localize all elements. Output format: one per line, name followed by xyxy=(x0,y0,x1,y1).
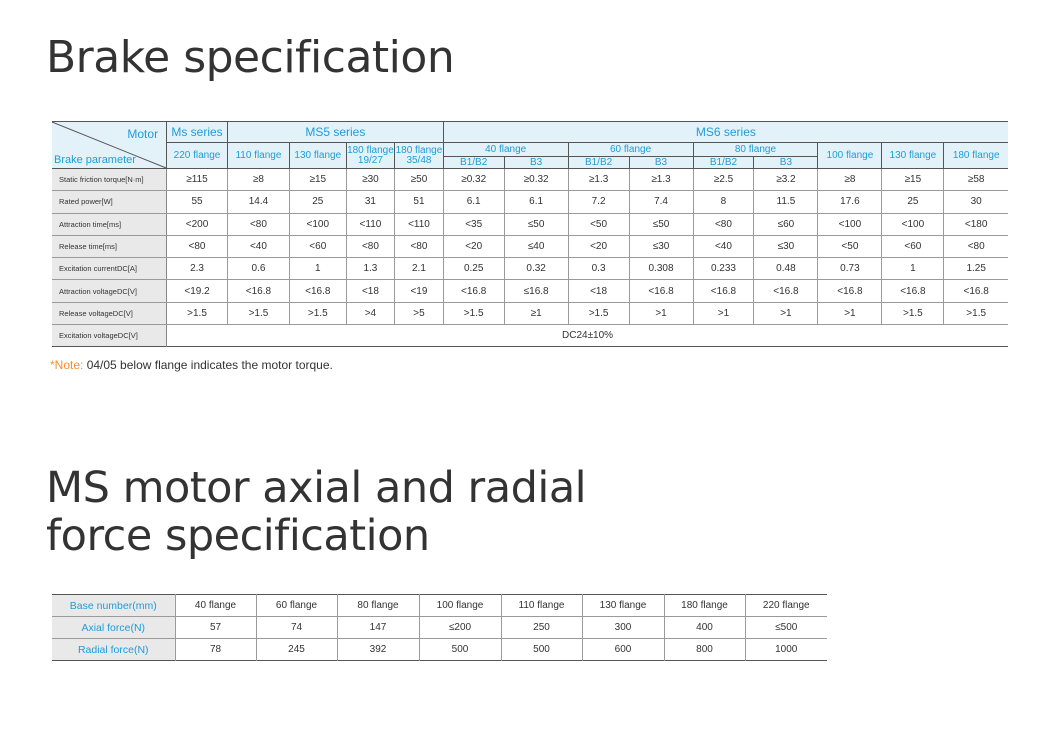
table-cell: 0.233 xyxy=(693,258,754,280)
row-label: Release time[ms] xyxy=(52,235,167,257)
table-row xyxy=(52,302,1008,324)
table-cell: 1.25 xyxy=(944,258,1008,280)
flange-header: 100 flange xyxy=(818,143,882,169)
flange-header: 180 flange 35/48 xyxy=(395,143,444,169)
sub-header: B1/B2 xyxy=(568,157,629,169)
table-row xyxy=(52,258,1008,280)
force-spec-table xyxy=(52,594,827,661)
table-cell: <16.8 xyxy=(754,280,818,302)
table-corner-header xyxy=(52,122,167,169)
table-cell: >1.5 xyxy=(568,302,629,324)
table-cell: <19.2 xyxy=(167,280,228,302)
table-cell: 0.6 xyxy=(227,258,289,280)
row-label: Base number(mm) xyxy=(52,595,175,617)
table-row xyxy=(52,191,1008,213)
table-cell: ≤500 xyxy=(745,617,827,639)
table-cell: <100 xyxy=(818,213,882,235)
table-cell: ≥58 xyxy=(944,169,1008,191)
table-cell: <50 xyxy=(818,235,882,257)
table-cell: ≥30 xyxy=(346,169,395,191)
table-row xyxy=(52,169,1008,191)
table-cell: 0.25 xyxy=(443,258,504,280)
table-cell: 0.3 xyxy=(568,258,629,280)
table-cell: ≥50 xyxy=(395,169,444,191)
table-cell: ≤30 xyxy=(754,235,818,257)
table-cell: 8 xyxy=(693,191,754,213)
note-text: 04/05 below flange indicates the motor torque. xyxy=(83,358,333,372)
table-cell: ≥2.5 xyxy=(693,169,754,191)
table-cell: 180 flange xyxy=(664,595,745,617)
table-cell: ≤30 xyxy=(629,235,693,257)
table-cell: 300 xyxy=(582,617,664,639)
row-label: Radial force(N) xyxy=(52,639,175,661)
table-cell: 57 xyxy=(175,617,256,639)
sub-header: B1/B2 xyxy=(693,157,754,169)
flange-header: 130 flange xyxy=(289,143,346,169)
table-cell: 400 xyxy=(664,617,745,639)
table-cell: <40 xyxy=(693,235,754,257)
table-cell: <110 xyxy=(395,213,444,235)
table-cell: 6.1 xyxy=(443,191,504,213)
table-cell: <110 xyxy=(346,213,395,235)
table-cell: 17.6 xyxy=(818,191,882,213)
table-cell: >1.5 xyxy=(227,302,289,324)
table-cell: >4 xyxy=(346,302,395,324)
table-cell: ≥15 xyxy=(289,169,346,191)
table-cell: 130 flange xyxy=(582,595,664,617)
flange-header: 60 flange xyxy=(568,143,693,157)
table-cell: >1 xyxy=(818,302,882,324)
table-cell: 0.308 xyxy=(629,258,693,280)
table-cell: <180 xyxy=(944,213,1008,235)
table-cell: <40 xyxy=(227,235,289,257)
section-title-line2: force specification xyxy=(46,511,430,561)
table-cell: 40 flange xyxy=(175,595,256,617)
table-cell: ≥0.32 xyxy=(443,169,504,191)
sub-header: B1/B2 xyxy=(443,157,504,169)
row-label: Excitation voltageDC[V] xyxy=(52,325,167,347)
table-cell: >1 xyxy=(693,302,754,324)
table-cell: ≥115 xyxy=(167,169,228,191)
row-label: Attraction time[ms] xyxy=(52,213,167,235)
table-cell: 11.5 xyxy=(754,191,818,213)
table-cell: 0.73 xyxy=(818,258,882,280)
table-cell: 55 xyxy=(167,191,228,213)
table-cell: 220 flange xyxy=(745,595,827,617)
section-title xyxy=(46,464,586,560)
table-cell: >1 xyxy=(754,302,818,324)
table-cell: ≥0.32 xyxy=(504,169,568,191)
table-cell: <16.8 xyxy=(289,280,346,302)
table-cell: 110 flange xyxy=(501,595,582,617)
table-cell: <16.8 xyxy=(227,280,289,302)
table-cell: 147 xyxy=(337,617,419,639)
table-cell: >1.5 xyxy=(944,302,1008,324)
table-cell: <20 xyxy=(568,235,629,257)
table-cell: 74 xyxy=(256,617,337,639)
table-cell: >1 xyxy=(629,302,693,324)
table-cell: <60 xyxy=(289,235,346,257)
table-cell: <80 xyxy=(167,235,228,257)
group-ms6-series: MS6 series xyxy=(443,122,1008,143)
table-cell: ≥1.3 xyxy=(568,169,629,191)
table-row xyxy=(52,595,827,617)
table-cell: <16.8 xyxy=(944,280,1008,302)
group-ms-series: Ms series xyxy=(167,122,228,143)
flange-header: 80 flange xyxy=(693,143,818,157)
table-cell: <100 xyxy=(289,213,346,235)
table-cell: <200 xyxy=(167,213,228,235)
flange-header: 180 flange 19/27 xyxy=(346,143,395,169)
table-row xyxy=(52,213,1008,235)
table-cell: <16.8 xyxy=(629,280,693,302)
sub-header: B3 xyxy=(504,157,568,169)
header-motor: Motor xyxy=(127,127,159,141)
brake-spec-table xyxy=(52,121,1008,347)
table-cell: <16.8 xyxy=(818,280,882,302)
table-cell: <16.8 xyxy=(693,280,754,302)
footnote xyxy=(50,358,333,372)
table-cell: 500 xyxy=(501,639,582,661)
page-title: Brake specification xyxy=(46,32,455,83)
table-cell: 6.1 xyxy=(504,191,568,213)
table-cell: 1 xyxy=(882,258,944,280)
table-cell: ≥8 xyxy=(818,169,882,191)
table-row xyxy=(52,280,1008,302)
table-cell: 2.3 xyxy=(167,258,228,280)
flange-header: 130 flange xyxy=(882,143,944,169)
sub-header: B3 xyxy=(754,157,818,169)
table-cell: 1.3 xyxy=(346,258,395,280)
row-label: Axial force(N) xyxy=(52,617,175,639)
table-cell: <35 xyxy=(443,213,504,235)
table-cell: ≤50 xyxy=(629,213,693,235)
table-cell: <18 xyxy=(346,280,395,302)
table-cell: >1.5 xyxy=(882,302,944,324)
table-cell: >1.5 xyxy=(443,302,504,324)
table-cell: ≤200 xyxy=(419,617,501,639)
table-cell: <20 xyxy=(443,235,504,257)
table-cell: 7.2 xyxy=(568,191,629,213)
flange-header: 180 flange xyxy=(944,143,1008,169)
row-label: Static friction torque[N·m] xyxy=(52,169,167,191)
table-cell: 392 xyxy=(337,639,419,661)
table-cell: 25 xyxy=(289,191,346,213)
table-row xyxy=(52,617,827,639)
table-cell: ≥15 xyxy=(882,169,944,191)
table-cell: >1.5 xyxy=(289,302,346,324)
table-cell: 1 xyxy=(289,258,346,280)
table-cell: ≤50 xyxy=(504,213,568,235)
table-cell: 245 xyxy=(256,639,337,661)
row-label: Attraction voltageDC[V] xyxy=(52,280,167,302)
table-cell: <80 xyxy=(944,235,1008,257)
flange-header: 220 flange xyxy=(167,143,228,169)
table-cell: 500 xyxy=(419,639,501,661)
table-cell: 0.48 xyxy=(754,258,818,280)
table-row xyxy=(52,639,827,661)
table-cell: ≤40 xyxy=(504,235,568,257)
table-cell: 7.4 xyxy=(629,191,693,213)
table-cell: 14.4 xyxy=(227,191,289,213)
table-cell: <80 xyxy=(227,213,289,235)
table-cell: ≥8 xyxy=(227,169,289,191)
table-cell: 78 xyxy=(175,639,256,661)
flange-header: 110 flange xyxy=(227,143,289,169)
header-brake-parameter: Brake parameter xyxy=(54,154,136,166)
table-cell: <60 xyxy=(882,235,944,257)
table-cell: 250 xyxy=(501,617,582,639)
section-title-line1: MS motor axial and radial xyxy=(46,463,587,513)
table-cell: 51 xyxy=(395,191,444,213)
table-cell: 0.32 xyxy=(504,258,568,280)
table-cell: 60 flange xyxy=(256,595,337,617)
table-cell: ≥1 xyxy=(504,302,568,324)
table-cell: 31 xyxy=(346,191,395,213)
table-row xyxy=(52,235,1008,257)
group-ms5-series: MS5 series xyxy=(227,122,443,143)
row-label: Excitation currentDC[A] xyxy=(52,258,167,280)
flange-header: 40 flange xyxy=(443,143,568,157)
table-cell: ≥3.2 xyxy=(754,169,818,191)
table-cell: >5 xyxy=(395,302,444,324)
merged-cell: DC24±10% xyxy=(167,325,1008,347)
table-row xyxy=(52,325,1008,347)
row-label: Release voltageDC[V] xyxy=(52,302,167,324)
table-cell: ≥1.3 xyxy=(629,169,693,191)
table-cell: <19 xyxy=(395,280,444,302)
table-cell: 30 xyxy=(944,191,1008,213)
table-cell: 80 flange xyxy=(337,595,419,617)
table-cell: 1000 xyxy=(745,639,827,661)
table-cell: 600 xyxy=(582,639,664,661)
table-cell: 100 flange xyxy=(419,595,501,617)
table-cell: <50 xyxy=(568,213,629,235)
table-cell: <80 xyxy=(395,235,444,257)
table-cell: ≤60 xyxy=(754,213,818,235)
table-cell: <16.8 xyxy=(882,280,944,302)
table-cell: >1.5 xyxy=(167,302,228,324)
table-cell: 25 xyxy=(882,191,944,213)
table-cell: 2.1 xyxy=(395,258,444,280)
table-cell: <80 xyxy=(693,213,754,235)
table-cell: <18 xyxy=(568,280,629,302)
sub-header: B3 xyxy=(629,157,693,169)
note-label: *Note: xyxy=(50,358,84,372)
table-cell: <80 xyxy=(346,235,395,257)
table-cell: ≤16.8 xyxy=(504,280,568,302)
row-label: Rated power[W] xyxy=(52,191,167,213)
table-cell: <100 xyxy=(882,213,944,235)
table-cell: <16.8 xyxy=(443,280,504,302)
table-cell: 800 xyxy=(664,639,745,661)
